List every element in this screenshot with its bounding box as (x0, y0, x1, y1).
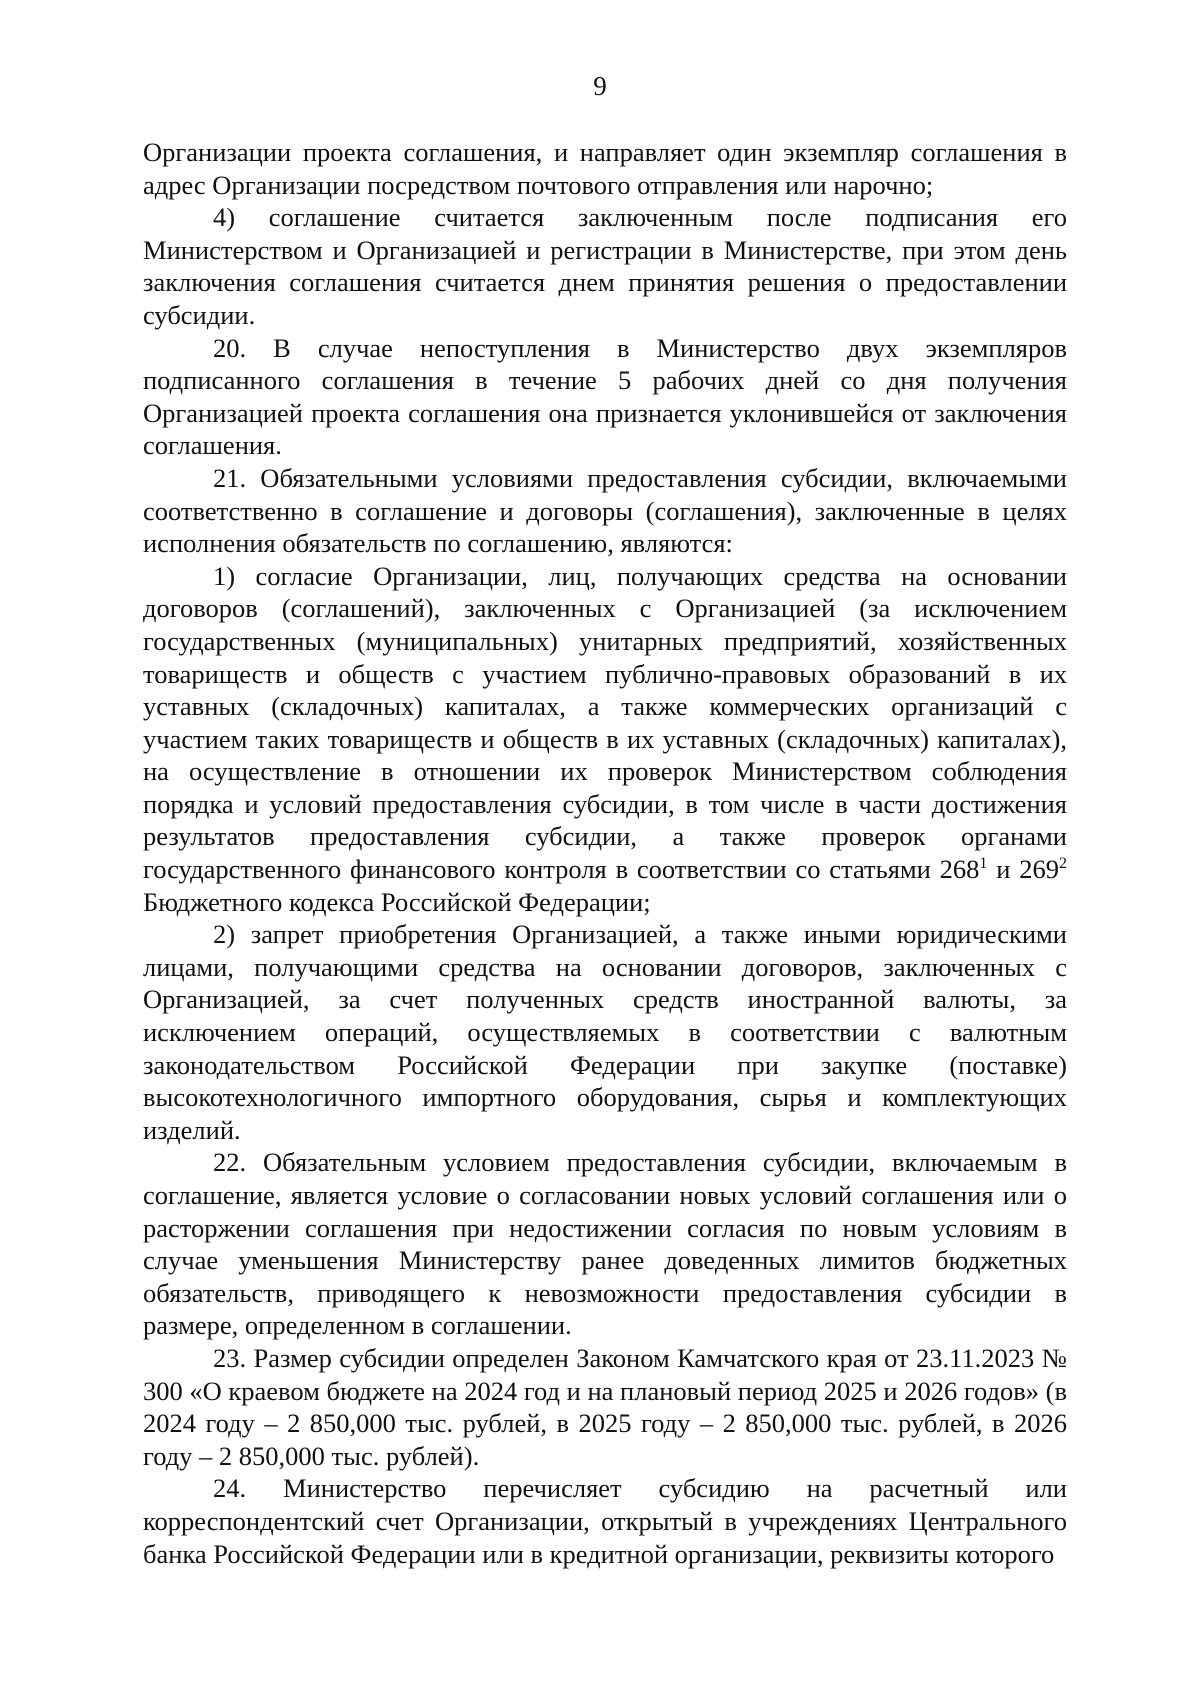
paragraph-21-item-2: 2) запрет приобретения Организацией, а также иными юридическими лицами, получающими средства на основании договоров, заключенных с Организацией, за счет полученных средств иностранной валюты, за исключением операций, осуществляемых в соответствии с валютным законодательством Российской Федерации при закупке (поставке) высокотехнологичного импортного оборудования, сырья и комплектующих изделий. (143, 919, 1067, 1145)
paragraph-22: 22. Обязательным условием предоставления субсидии, включаемым в соглашение, является условие о согласовании новых условий соглашения или о расторжении соглашения при недостижении согласия по новым условиям в случае уменьшения Министерству ранее доведенных лимитов бюджетных обязательств, приводящего к невозможности предоставления субсидии в размере, определенном в соглашении. (143, 1147, 1067, 1341)
paragraph-21-item-1-text: 1) согласие Организации, лиц, получающих средства на основании договоров (соглашений), заключенных с Организацией (за исключением государственных (муниципальных) унитарных предприятий, хозяйственных товариществ и обществ с участием публично-правовых образований в их уставных (складочных) капиталах, а также коммерческих организаций с участием таких товариществ и обществ в их уставных (складочных) капиталах), на осуществление в отношении их проверок Министерством соблюдения порядка и условий предоставления субсидии, в том числе в части достижения результатов предоставления субсидии, а также проверок органами государственного финансового контроля в соответствии со статьями 268 (143, 560, 1067, 885)
paragraph-21-item-1-text-after: Бюджетного кодекса Российской Федерации; (143, 886, 651, 917)
paragraph-24: 24. Министерство перечисляет субсидию на расчетный или корреспондентский счет Организации, открытый в учреждениях Центрального банка Российской Федерации или в кредитной организации, реквизиты которого (143, 1473, 1067, 1569)
page-number: 9 (593, 71, 607, 101)
document-body (143, 136, 1067, 1570)
paragraph-item-4: 4) соглашение считается заключенным после подписания его Министерством и Организацией и регистрации в Министерстве, при этом день заключения соглашения считается днем принятия решения о предоставлении субсидии. (143, 202, 1067, 330)
paragraph-21: 21. Обязательными условиями предоставления субсидии, включаемыми соответственно в соглашение и договоры (соглашения), заключенные в целях исполнения обязательств по соглашению, являются: (143, 462, 1067, 559)
superscript-2: 2 (1059, 855, 1067, 873)
paragraph-23: 23. Размер субсидии определен Законом Камчатского края от 23.11.2023 № 300 «О краевом бюджете на 2024 год и на плановый период 2025 и 2026 годов» (в 2024 году – 2 850,000 тыс. рублей, в 2025 году – 2 850,000 тыс. рублей, в 2026 году – 2 850,000 тыс. рублей). (143, 1342, 1067, 1471)
paragraph-21-item-1 (143, 560, 1067, 919)
paragraph-continuation: Организации проекта соглашения, и направляет один экземпляр соглашения в адрес Организации посредством почтового отправления или нарочно; (143, 137, 1067, 200)
superscript-1: 1 (979, 855, 988, 873)
paragraph-21-item-1-text-between: и 269 (987, 854, 1059, 885)
paragraph-20: 20. В случае непоступления в Министерство двух экземпляров подписанного соглашения в течение 5 рабочих дней со дня получения Организацией проекта соглашения она признается уклонившейся от заключения соглашения. (143, 332, 1067, 461)
